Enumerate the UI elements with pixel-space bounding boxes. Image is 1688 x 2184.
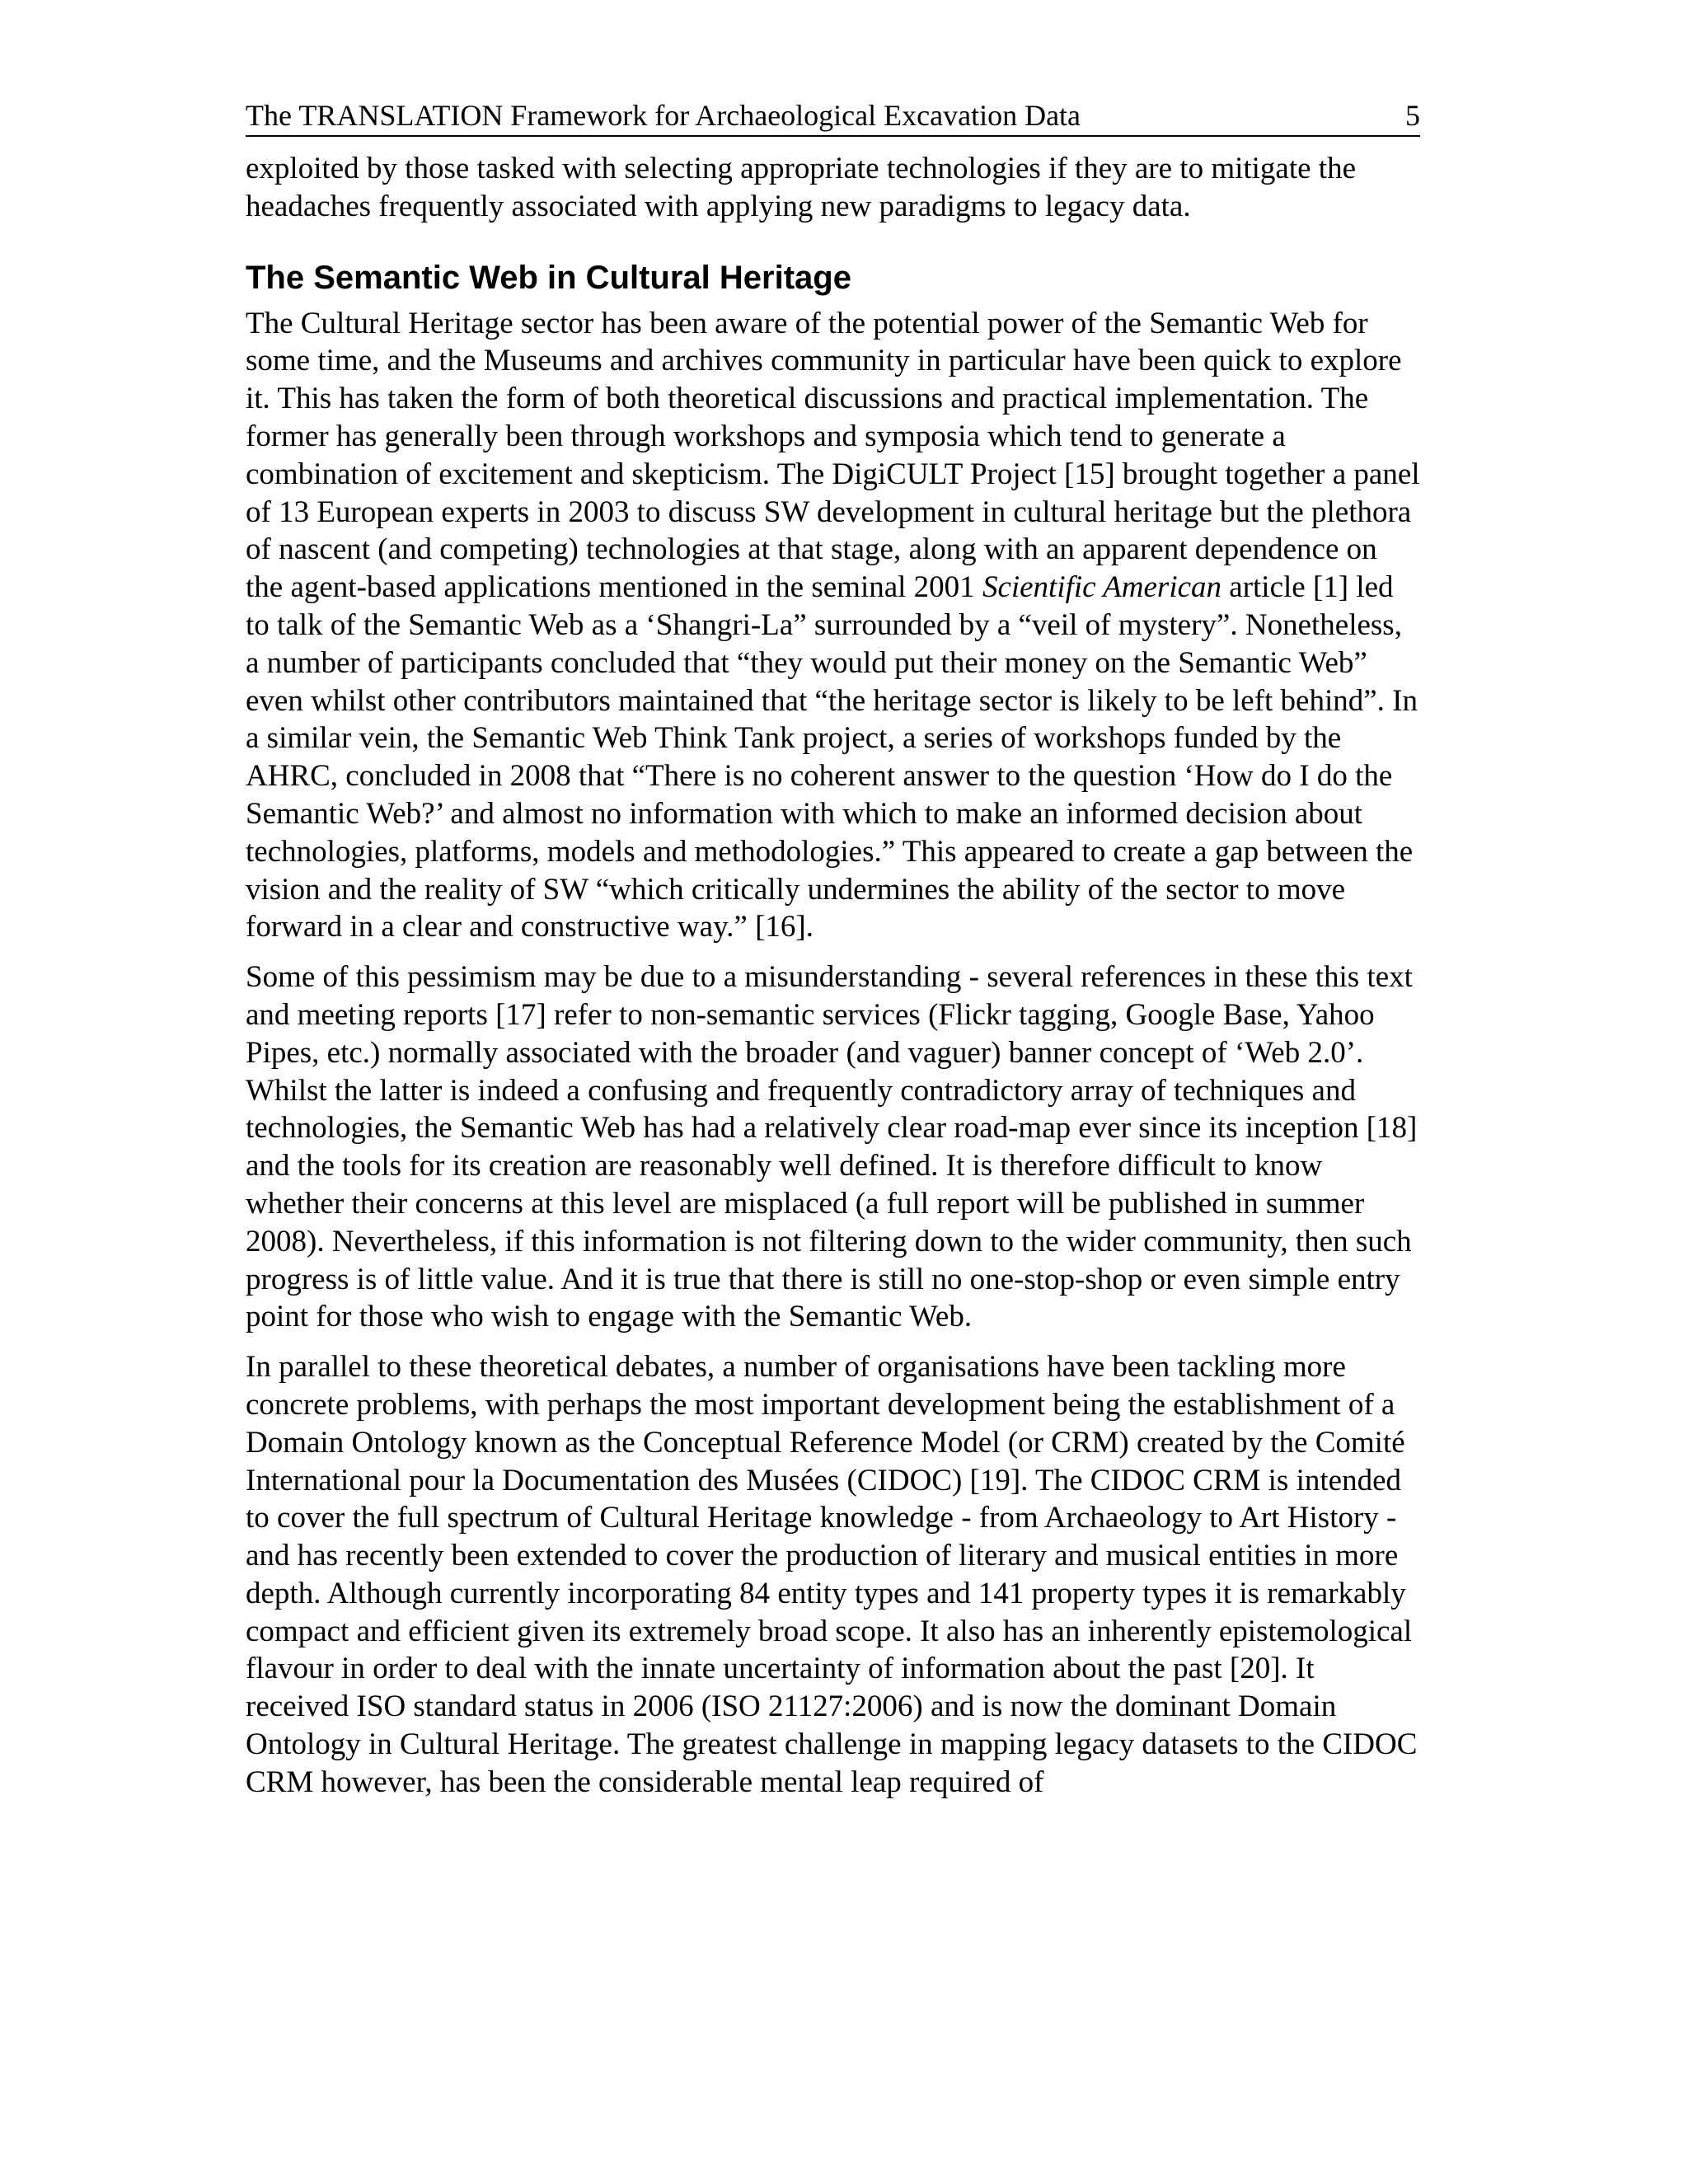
paragraph-3: In parallel to these theoretical debates, a number of organisations have been tackling more concrete problems, with perhaps the most important development being the establishment of a Domain Ontology known as the Conceptual Reference Model (or CRM) created by the Comité International pour la Documentation des Musées (CIDOC) [19]. The CIDOC CRM is intended to cover the full spectrum of Cultural Heritage knowledge - from Archaeology to Art History - and has recently been extended to cover the production of literary and musical entities in more depth. Although currently incorporating 84 entity types and 141 property types it is remarkably compact and efficient given its extremely broad scope. It also has an inherently epistemological flavour in order to deal with the innate uncertainty of information about the past [20]. It received ISO standard status in 2006 (ISO 21127:2006) and is now the dominant Domain Ontology in Cultural Heritage. The greatest challenge in mapping legacy datasets to the CIDOC CRM however, has been the considerable mental leap required of xyxy=(246,1350,1418,1799)
page-number: 5 xyxy=(1405,99,1420,132)
running-title: The TRANSLATION Framework for Archaeological Excavation Data xyxy=(246,99,1081,132)
journal-title: Scientific American xyxy=(982,570,1222,605)
paper-page xyxy=(246,97,1420,1814)
paragraph-1 xyxy=(246,305,1420,947)
paragraph-1-part-a: The Cultural Heritage sector has been aware of the potential power of the Semantic Web for some time, and the Museums and archives community in particular have been quick to explore it. This has taken the form of both theoretical discussions and practical implementation. The former has generally been through workshops and symposia which tend to generate a combination of excitement and skepticism. The DigiCULT Project [15] brought together a panel of 13 European experts in 2003 to discuss SW development in cultural heritage but the plethora of nascent (and competing) technologies at that stage, along with an apparent dependence on the agent-based applications mentioned in the seminal 2001 xyxy=(246,306,1420,605)
running-header xyxy=(246,97,1420,137)
intro-paragraph: exploited by those tasked with selecting appropriate technologies if they are to mitigate the headaches frequently associated with applying new paradigms to legacy data. xyxy=(246,152,1357,223)
section-heading: The Semantic Web in Cultural Heritage xyxy=(246,259,851,296)
paragraph-2: Some of this pessimism may be due to a misunderstanding - several references in these this text and meeting reports [17] refer to non-semantic services (Flickr tagging, Google Base, Yahoo Pipes, etc.) normally associated with the broader (and vaguer) banner concept of ‘Web 2.0’. Whilst the latter is indeed a confusing and frequently contradictory array of techniques and technologies, the Semantic Web has had a relatively clear road-map ever since its inception [18] and the tools for its creation are reasonably well defined. It is therefore difficult to know whether their concerns at this level are misplaced (a full report will be published in summer 2008). Nevertheless, if this information is not filtering down to the wider community, then such progress is of little value. And it is true that there is still no one-stop-shop or even simple entry point for those who wish to engage with the Semantic Web. xyxy=(246,960,1418,1334)
paragraph-1-part-b: article [1] led to talk of the Semantic Web as a ‘Shangri-La” surrounded by a “veil of mystery”. Nonetheless, a number of participants concluded that “they would put their money on the Semantic Web” even whilst other contributors maintained that “the heritage sector is likely to be left behind”. In a similar vein, the Semantic Web Think Tank project, a series of workshops funded by the AHRC, concluded in 2008 that “There is no coherent answer to the question ‘How do I do the Semantic Web?’ and almost no information with which to make an informed decision about technologies, platforms, models and methodologies.” This appeared to create a gap between the vision and the reality of SW “which critically undermines the ability of the sector to move forward in a clear and constructive way.” [16]. xyxy=(246,570,1418,944)
